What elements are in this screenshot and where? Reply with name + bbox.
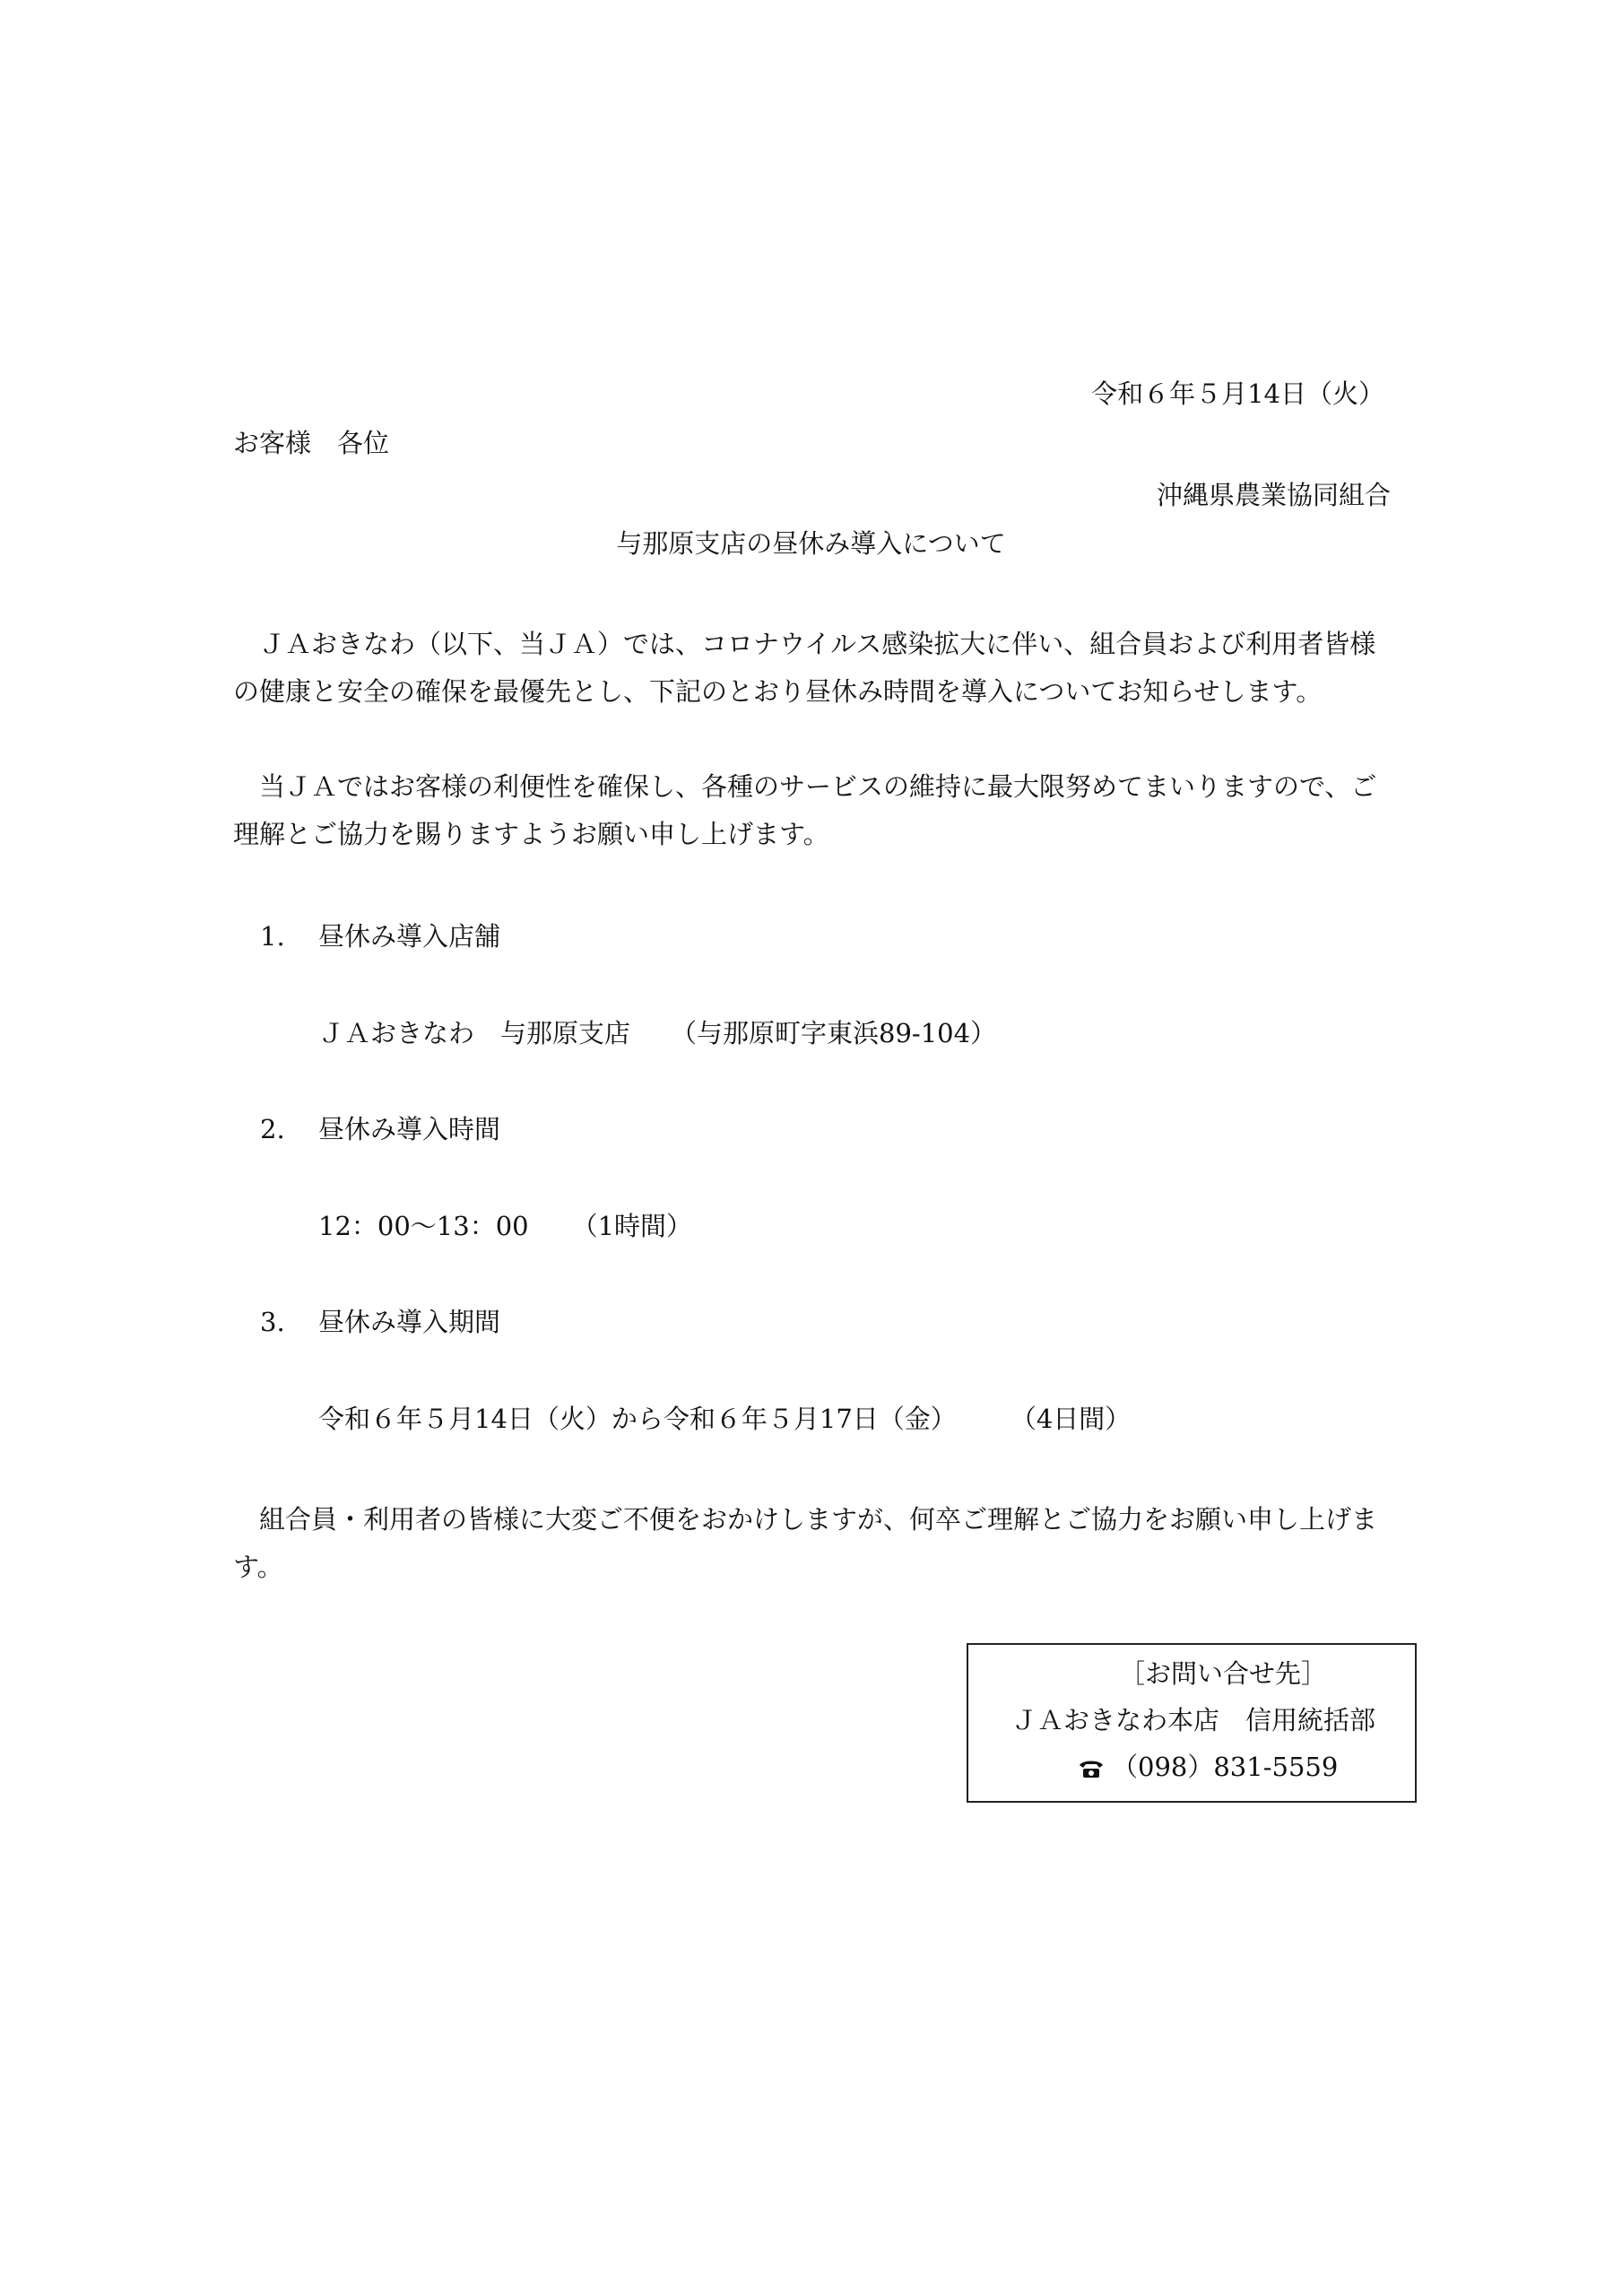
item-heading-store — [260, 921, 501, 952]
contact-phone — [1078, 1754, 1338, 1780]
item-detail-main: 12：00～13：00 — [318, 1211, 529, 1241]
item-heading-period — [260, 1309, 500, 1335]
contact-organization: ＪＡおきなわ本店 信用統括部 — [1011, 1705, 1376, 1735]
phone-icon — [1078, 1759, 1105, 1779]
item-number: 3. — [260, 1307, 285, 1337]
document-date: 令和６年５月14日（火） — [1091, 378, 1384, 409]
item-detail-note: （1時間） — [571, 1211, 693, 1241]
item-heading-label: 昼休み導入店舗 — [318, 921, 501, 952]
item-detail-note: （4日間） — [1010, 1404, 1132, 1434]
sender-organization: 沖縄県農業協同組合 — [1156, 480, 1391, 510]
item-detail-main: 令和６年５月14日（火）から令和６年５月17日（金） — [318, 1404, 957, 1434]
item-heading-label: 昼休み導入期間 — [318, 1307, 501, 1337]
item-number: 1. — [260, 921, 285, 952]
contact-phone-number: （098）831-5559 — [1112, 1752, 1339, 1782]
addressee: お客様 各位 — [233, 428, 390, 458]
intro-paragraph: ＪＡおきなわ（以下、当ＪＡ）では、コロナウイルス感染拡大に伴い、組合員および利用者皆様の健康と安全の確保を最優先とし、下記のとおり昼休み時間を導入についてお知らせします。 — [233, 629, 1376, 707]
page-title: 与那原支店の昼休み導入について — [616, 528, 1006, 559]
item-detail-note: （与那原町字東浜89-104） — [671, 1018, 997, 1048]
item-detail-period — [318, 1406, 1131, 1432]
item-detail-time — [318, 1213, 692, 1239]
item-heading-label: 昼休み導入時間 — [318, 1114, 501, 1144]
item-detail-main: ＪＡおきなわ 与那原支店 — [318, 1018, 631, 1048]
contact-title: ［お問い合せ先］ — [1119, 1658, 1328, 1689]
item-detail-store — [318, 1018, 997, 1048]
item-heading-time — [260, 1114, 501, 1144]
request-paragraph: 当ＪＡではお客様の利便性を確保し、各種のサービスの維持に最大限努めてまいりますので、ご理解とご協力を賜りますようお願い申し上げます。 — [233, 771, 1377, 849]
closing-paragraph: 組合員・利用者の皆様に大変ご不便をおかけしますが、何卒ご理解とご協力をお願い申し上げます。 — [233, 1504, 1378, 1582]
contact-box — [967, 1643, 1417, 1803]
item-number: 2. — [260, 1114, 285, 1144]
